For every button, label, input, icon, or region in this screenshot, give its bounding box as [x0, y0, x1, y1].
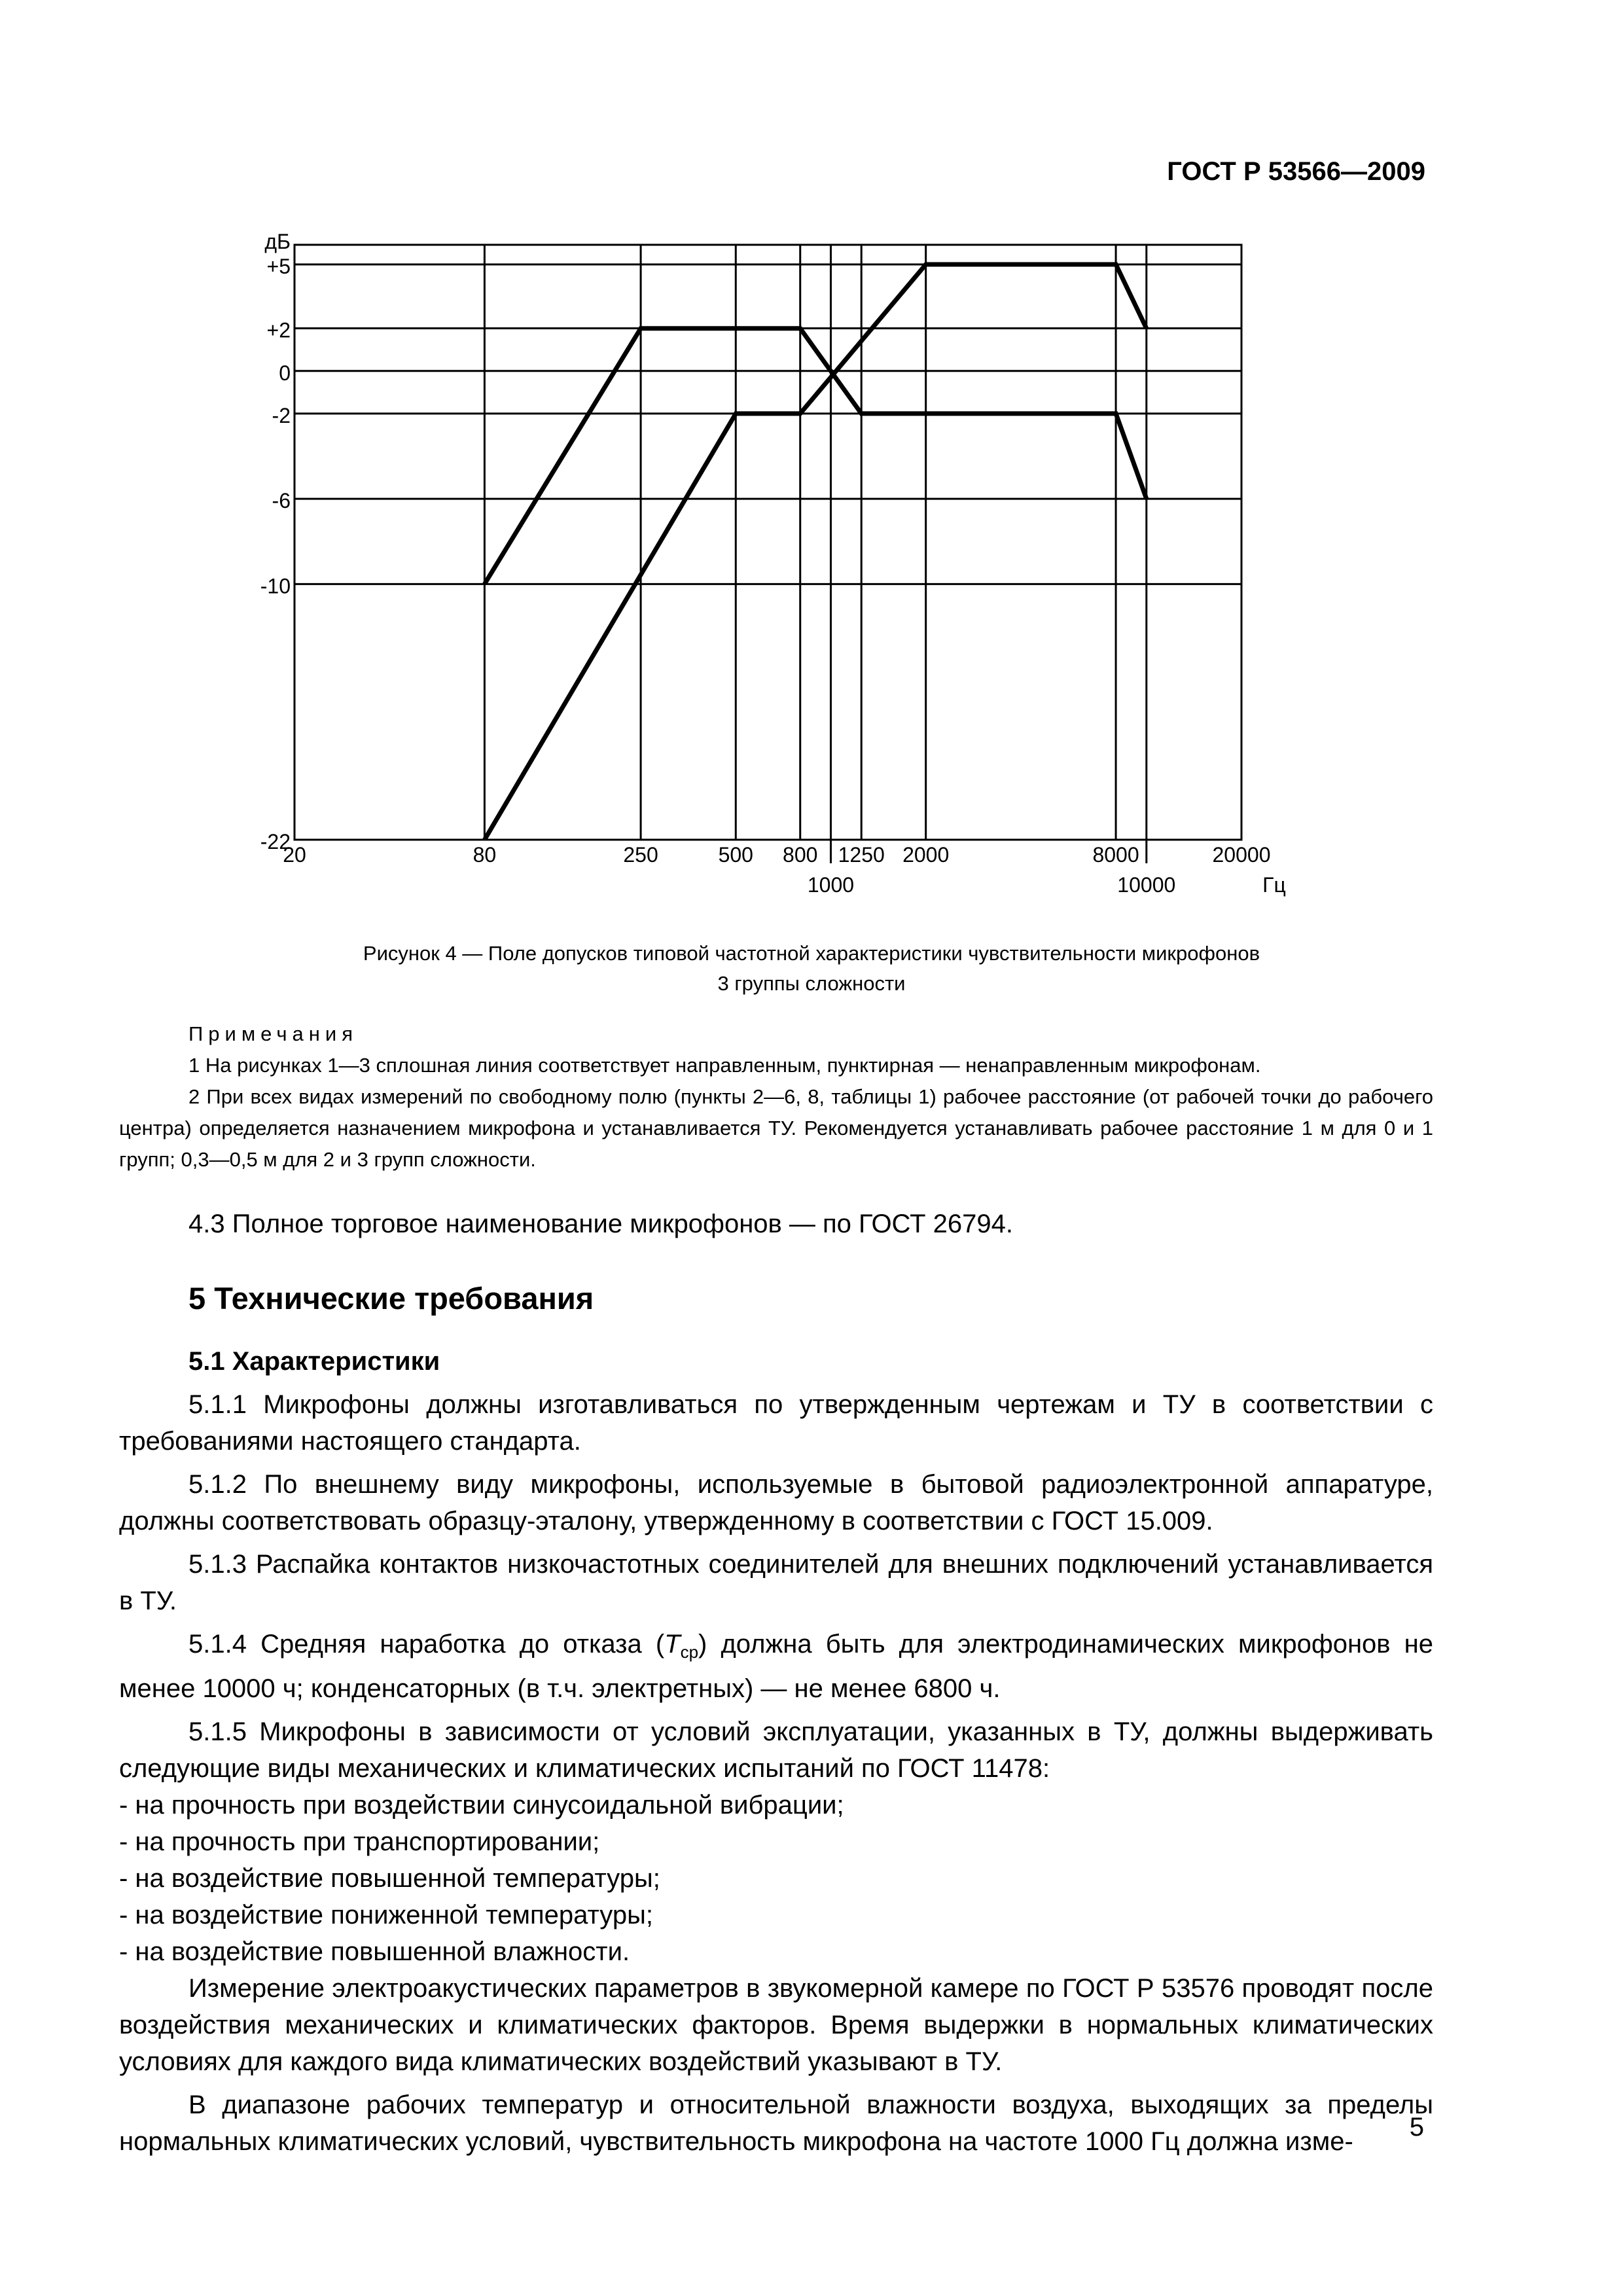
subsection-title: 5.1 Характеристики [188, 1347, 440, 1376]
paragraph-5-1-3: 5.1.3 Распайка контактов низкочастотных соединителей для внешних подключений устанавливается в ТУ. [119, 1550, 1433, 1615]
section-title: 5 Технические требования [188, 1281, 594, 1316]
x-tick-label: 1000 [807, 873, 855, 897]
page-number: 5 [1409, 2113, 1424, 2142]
paragraph-5-1-4-part-a: 5.1.4 Средняя наработка до отказа ( [188, 1630, 665, 1659]
chart-svg [0, 0, 1623, 929]
x-tick-label: 8000 [1092, 843, 1139, 867]
paragraph-5-1-2: 5.1.2 По внешнему виду микрофоны, используемые в бытовой радиоэлектронной аппаратуре, должны соответствовать образцу-эталону, утвержденному в соответствии с ГОСТ 15.009. [119, 1470, 1433, 1535]
x-axis-unit: Гц [1262, 873, 1286, 897]
note-1: 1 На рисунках 1—3 сплошная линия соответствует направленным, пунктирная — ненаправленным микрофонам. [188, 1054, 1261, 1077]
x-tick-label: 20 [283, 843, 306, 867]
y-tick-label: -22 [260, 830, 291, 853]
frequency-response-chart [0, 0, 1623, 929]
tolerance-line [484, 329, 1146, 584]
test-list-item: - на прочность при воздействии синусоидальной вибрации; [119, 1791, 844, 1820]
notes-title: Примечания [188, 1022, 358, 1045]
paragraph-5-1-4-part-b: ) должна быть для электродинамических микрофонов не менее 10000 ч; конденсаторных (в т.ч. электретных) — не менее 6800 ч. [119, 1630, 1433, 1703]
y-tick-label: -6 [272, 489, 291, 513]
y-tick-label: 0 [279, 361, 291, 385]
x-tick-label: 20000 [1212, 843, 1271, 867]
x-tick-label: 80 [473, 843, 497, 867]
y-tick-label: +5 [266, 255, 291, 278]
x-tick-label: 800 [783, 843, 818, 867]
y-tick-label: -2 [272, 403, 291, 427]
x-tick-label: 500 [718, 843, 753, 867]
test-list-item: - на прочность при транспортировании; [119, 1827, 600, 1856]
paragraph-5-1-5: 5.1.5 Микрофоны в зависимости от условий эксплуатации, указанных в ТУ, должны выдерживать следующие виды механических и климатических испытаний по ГОСТ 11478: [119, 1717, 1433, 1783]
x-tick-label: 250 [623, 843, 658, 867]
document-header: ГОСТ Р 53566—2009 [1167, 157, 1425, 186]
section-5-body [119, 1386, 1433, 2160]
y-axis-unit: дБ [264, 230, 291, 253]
paragraph-measurement: Измерение электроакустических параметров в звукомерной камере по ГОСТ Р 53576 проводят после воздействия механических и климатических факторов. Время выдержки в нормальных климатических условиях для каждого вида климатических воздействий указывают в ТУ. [119, 1974, 1433, 2076]
plot-frame [294, 245, 1241, 840]
figure-caption-line2: 3 группы сложности [717, 972, 906, 995]
notes-block [119, 1018, 1433, 1175]
mtbf-symbol: T [664, 1630, 681, 1659]
paragraph-5-1-4 [119, 1626, 1433, 1707]
x-tick-label: 2000 [902, 843, 950, 867]
test-list-item: - на воздействие повышенной влажности. [119, 1937, 630, 1966]
paragraph-range: В диапазоне рабочих температур и относительной влажности воздуха, выходящих за пределы нормальных климатических условий, чувствительность микрофона на частоте 1000 Гц должна изме- [119, 2090, 1433, 2156]
clause-4-3: 4.3 Полное торговое наименование микрофонов — по ГОСТ 26794. [188, 1210, 1013, 1238]
mtbf-subscript: ср [680, 1642, 699, 1662]
x-tick-label: 1250 [838, 843, 885, 867]
y-tick-label: -10 [260, 574, 291, 598]
test-list-item: - на воздействие пониженной температуры; [119, 1901, 653, 1929]
figure-caption [196, 939, 1427, 999]
test-list-item: - на воздействие повышенной температуры; [119, 1864, 660, 1893]
y-tick-label: +2 [266, 318, 291, 342]
x-tick-label: 10000 [1117, 873, 1176, 897]
note-2: 2 При всех видах измерений по свободному полю (пункты 2—6, 8, таблицы 1) рабочее расстояние (от рабочей точки до рабочего центра) определяется назначением микрофона и устанавливается ТУ. Рекомендуется устанавливать рабочее расстояние 1 м для 0 и 1 групп; 0,3—0,5 м для 2 и 3 групп сложности. [119, 1085, 1433, 1171]
figure-caption-line1: Рисунок 4 — Поле допусков типовой частотной характеристики чувствительности микрофонов [363, 942, 1260, 965]
paragraph-5-1-1: 5.1.1 Микрофоны должны изготавливаться по утвержденным чертежам и ТУ в соответствии с требованиями настоящего стандарта. [119, 1390, 1433, 1456]
clause-4-3-block [119, 1206, 1433, 1242]
